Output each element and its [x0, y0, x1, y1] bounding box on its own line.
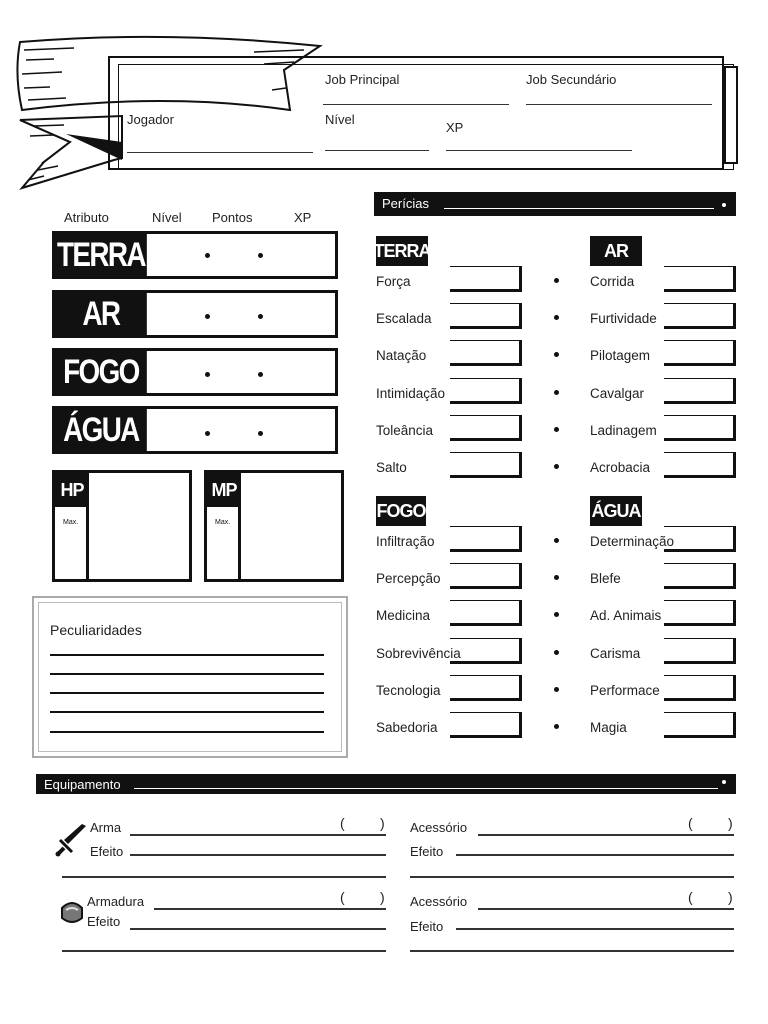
armadura-paren-open: ( [340, 889, 345, 905]
arma-label: Arma [90, 820, 122, 835]
skill-label: Percepção [376, 571, 441, 587]
arma-efeito-label: Efeito [90, 844, 124, 859]
xp-label: XP [446, 120, 464, 135]
skill-label: Salto [376, 460, 407, 475]
skill-group-ar: AR [590, 236, 642, 266]
skill-label: Infiltração [376, 534, 435, 549]
peculiaridades-line[interactable] [50, 711, 324, 713]
skill-value-slot[interactable] [664, 563, 736, 589]
skill-value-slot[interactable] [450, 563, 522, 589]
skill-group-terra: TERRA [376, 236, 428, 266]
acessorio-1-efeito-label: Efeito [410, 844, 444, 859]
hp-max-label: Max. [63, 519, 79, 526]
skill-divider-dot [554, 352, 559, 357]
skill-divider-dot [554, 687, 559, 692]
nivel-label: Nível [325, 112, 355, 127]
skill-divider-dot [554, 464, 559, 469]
attribute-dot [205, 314, 210, 319]
skill-label: Blefe [590, 571, 621, 587]
acessorio-1-field[interactable] [478, 834, 734, 836]
skill-divider-dot [554, 612, 559, 617]
skill-value-slot[interactable] [450, 675, 522, 701]
peculiaridades-line[interactable] [50, 673, 324, 675]
skill-label: Tecnologia [376, 682, 441, 698]
acessorio-2-efeito-label: Efeito [410, 919, 444, 934]
hp-max-box [55, 507, 89, 579]
equipamento-title: Equipamento [44, 777, 121, 792]
attribute-dot [258, 372, 263, 377]
pericias-bar [374, 192, 736, 216]
skill-value-slot[interactable] [664, 340, 736, 366]
column-atributo: Atributo [64, 210, 109, 225]
arma-extra-line[interactable] [62, 876, 386, 878]
skill-label: Escalada [376, 311, 432, 327]
equipamento-bar-line [134, 788, 718, 789]
skill-label: Força [376, 274, 411, 289]
skill-value-slot[interactable] [664, 526, 736, 552]
skill-divider-dot [554, 538, 559, 543]
skill-label: Acrobacia [590, 460, 651, 475]
nivel-field[interactable] [325, 150, 429, 151]
skill-value-slot[interactable] [450, 452, 522, 478]
attribute-dot [205, 372, 210, 377]
skill-label: Sobrevivência [376, 645, 461, 661]
skill-value-slot[interactable] [450, 340, 522, 366]
attribute-dot [205, 431, 210, 436]
acessorio-1-extra-line[interactable] [410, 876, 734, 878]
skill-value-slot[interactable] [664, 638, 736, 664]
jogador-field[interactable] [127, 152, 313, 153]
skill-label: Intimidação [376, 385, 446, 401]
skill-value-slot[interactable] [664, 600, 736, 626]
armadura-efeito-field[interactable] [130, 928, 386, 930]
jogador-label: Jogador [127, 112, 174, 127]
header-frame-edge [724, 66, 738, 164]
skill-label: Medicina [376, 608, 431, 624]
equipamento-bar-dot [722, 780, 726, 784]
skill-label: Pilotagem [590, 348, 651, 364]
acessorio-1-label: Acessório [410, 820, 468, 835]
attribute-row-terra[interactable] [52, 231, 338, 279]
skill-divider-dot [554, 650, 559, 655]
column-xp: XP [294, 210, 312, 225]
attribute-row-ar[interactable] [52, 290, 338, 338]
mp-max-label: Max. [215, 519, 231, 526]
skill-value-slot[interactable] [450, 600, 522, 626]
hp-box[interactable] [52, 470, 192, 582]
armor-icon [58, 900, 86, 926]
attribute-dot [258, 314, 263, 319]
job-principal-label: Job Principal [325, 72, 400, 87]
armadura-field[interactable] [154, 908, 386, 910]
arma-field[interactable] [130, 834, 386, 836]
skill-label: Performace [590, 682, 660, 698]
skill-value-slot[interactable] [450, 638, 522, 664]
skill-value-slot[interactable] [450, 526, 522, 552]
skill-divider-dot [554, 315, 559, 320]
skill-group-fogo: FOGO [376, 496, 426, 526]
skill-value-slot[interactable] [664, 378, 736, 404]
skill-value-slot[interactable] [450, 712, 522, 738]
acessorio-2-efeito-field[interactable] [456, 928, 734, 930]
armadura-extra-line[interactable] [62, 950, 386, 952]
skill-label: Furtividade [590, 311, 657, 327]
header-frame-back [118, 64, 734, 170]
peculiaridades-line[interactable] [50, 654, 324, 656]
skill-value-slot[interactable] [450, 415, 522, 441]
skill-label: Carisma [590, 645, 641, 661]
skill-label: Sabedoria [376, 720, 438, 735]
acessorio-2-paren-close: ) [728, 889, 733, 905]
acessorio-2-label: Acessório [410, 894, 468, 909]
mp-box[interactable] [204, 470, 344, 582]
skill-value-slot[interactable] [664, 452, 736, 478]
arma-paren-open: ( [340, 815, 345, 831]
attribute-row-fogo[interactable] [52, 348, 338, 396]
xp-field[interactable] [446, 150, 632, 151]
acessorio-1-paren-open: ( [688, 815, 693, 831]
armadura-label: Armadura [87, 894, 145, 909]
skill-label: Ladinagem [590, 422, 657, 438]
column-pontos: Pontos [212, 210, 253, 225]
arma-paren-close: ) [380, 815, 385, 831]
skill-label: Natação [376, 348, 427, 364]
equipamento-bar [36, 774, 736, 794]
pericias-bar-line [444, 208, 714, 209]
skill-divider-dot [554, 724, 559, 729]
acessorio-1-paren-close: ) [728, 815, 733, 831]
armadura-paren-close: ) [380, 889, 385, 905]
skill-label: Corrida [590, 274, 635, 289]
skill-divider-dot [554, 390, 559, 395]
column-nivel: Nível [152, 210, 182, 225]
acessorio-1-efeito-field[interactable] [456, 854, 734, 856]
skill-label: Toleância [376, 422, 434, 438]
mp-max-box [207, 507, 241, 579]
armadura-efeito-label: Efeito [87, 914, 121, 929]
attribute-row-agua[interactable] [52, 406, 338, 454]
mp-label: MP [207, 473, 241, 507]
skill-value-slot[interactable] [664, 675, 736, 701]
hp-label: HP [55, 473, 89, 507]
skill-value-slot[interactable] [450, 303, 522, 329]
skill-divider-dot [554, 427, 559, 432]
acessorio-2-extra-line[interactable] [410, 950, 734, 952]
skill-divider-dot [554, 278, 559, 283]
skill-value-slot[interactable] [450, 266, 522, 292]
attribute-name: TERRA [55, 234, 147, 276]
job-principal-field[interactable] [323, 104, 509, 105]
pericias-bar-dot [722, 203, 726, 207]
skill-value-slot[interactable] [664, 415, 736, 441]
skill-value-slot[interactable] [664, 303, 736, 329]
arma-efeito-field[interactable] [130, 854, 386, 856]
acessorio-2-field[interactable] [478, 908, 734, 910]
attribute-name: ÁGUA [55, 409, 147, 451]
sword-icon [54, 822, 90, 858]
skill-label: Magia [590, 720, 627, 735]
acessorio-2-paren-open: ( [688, 889, 693, 905]
skill-value-slot[interactable] [664, 712, 736, 738]
peculiaridades-line[interactable] [50, 731, 324, 733]
peculiaridades-title: Peculiaridades [50, 622, 142, 638]
skill-label: Ad. Animais [590, 608, 662, 624]
skill-value-slot[interactable] [664, 266, 736, 292]
skill-label: Cavalgar [590, 385, 645, 401]
job-secundario-field[interactable] [526, 104, 712, 105]
attribute-dot [258, 431, 263, 436]
job-secundario-label: Job Secundário [526, 72, 617, 87]
skill-label: Determinação [590, 534, 675, 549]
skill-value-slot[interactable] [450, 378, 522, 404]
pericias-title: Perícias [382, 196, 429, 211]
skill-divider-dot [554, 575, 559, 580]
skill-group-agua: ÁGUA [590, 496, 642, 526]
peculiaridades-line[interactable] [50, 692, 324, 694]
attribute-name: FOGO [55, 351, 147, 393]
attribute-dot [258, 253, 263, 258]
attribute-dot [205, 253, 210, 258]
attribute-name: AR [55, 293, 147, 335]
